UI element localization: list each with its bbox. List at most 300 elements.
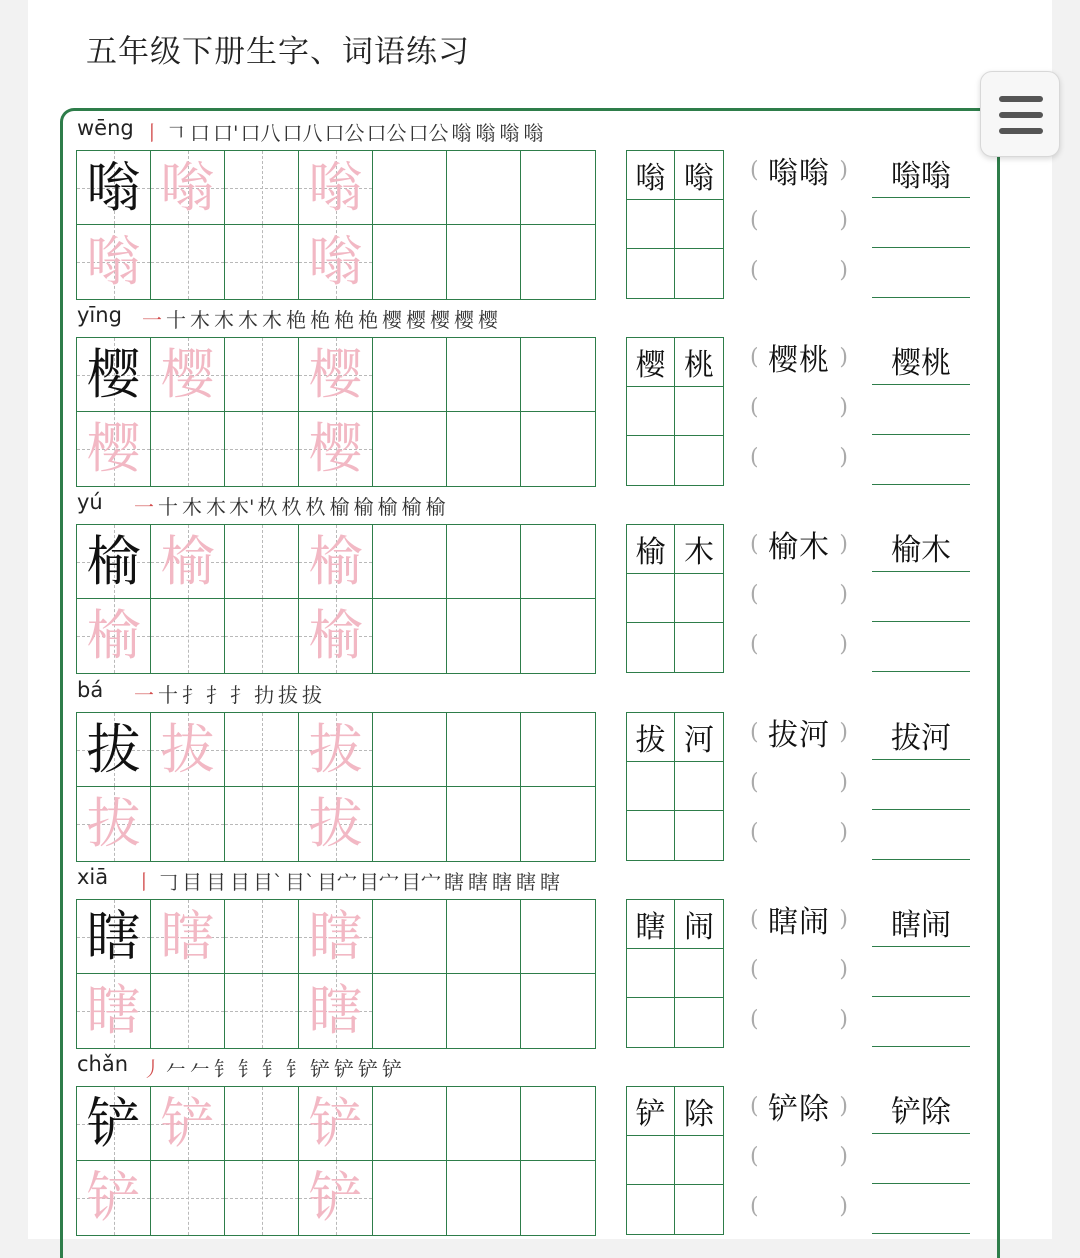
paren-open: ( <box>750 1093 759 1119</box>
practice-cell[interactable] <box>521 225 595 299</box>
line-practice <box>872 1086 970 1236</box>
word-character: 木 <box>675 525 723 574</box>
paren-row[interactable] <box>750 762 848 802</box>
practice-cell[interactable] <box>151 338 225 412</box>
pinyin-label: yú <box>77 490 103 514</box>
write-line[interactable] <box>872 387 970 435</box>
paren-open: ( <box>750 581 759 607</box>
stroke-step: 铲 <box>382 1056 402 1081</box>
practice-cell[interactable] <box>299 787 373 861</box>
stroke-step: 栬 <box>358 307 378 332</box>
practice-cell[interactable] <box>521 974 595 1048</box>
paren-close: ) <box>839 581 848 607</box>
paren-practice <box>750 524 848 674</box>
paren-row <box>750 899 848 939</box>
practice-cell[interactable] <box>77 900 151 974</box>
stroke-step: 瞎 <box>540 869 560 894</box>
practice-cell[interactable] <box>77 525 151 599</box>
word-character: 除 <box>675 1087 723 1136</box>
stroke-step: 樱 <box>454 307 474 332</box>
write-line[interactable] <box>872 1136 970 1184</box>
practice-cell[interactable] <box>373 787 447 861</box>
stroke-step: 榆 <box>401 494 422 519</box>
practice-cell[interactable] <box>77 599 151 673</box>
trace-character: 榆 <box>308 604 363 667</box>
stroke-step: 𠃍 <box>166 120 186 145</box>
paren-row[interactable] <box>750 574 848 614</box>
line-word: 榆木 <box>872 524 970 572</box>
practice-cell[interactable] <box>373 412 447 486</box>
word-write-cell[interactable] <box>675 998 723 1047</box>
word-write-cell[interactable] <box>627 949 675 998</box>
trace-character: 榆 <box>308 529 363 593</box>
practice-cell[interactable] <box>299 599 373 673</box>
paren-row <box>750 150 848 190</box>
stroke-step: 铲 <box>334 1056 354 1081</box>
stroke-step: 木 <box>214 307 234 332</box>
practice-cell[interactable] <box>373 713 447 787</box>
line-word: 铲除 <box>872 1086 970 1134</box>
write-line[interactable] <box>872 949 970 997</box>
practice-cell[interactable] <box>299 1087 373 1161</box>
practice-cell[interactable] <box>521 151 595 225</box>
word-character: 榆 <box>627 525 675 574</box>
trace-character: 铲 <box>160 1091 215 1155</box>
stroke-step: 瞎 <box>516 869 536 894</box>
practice-cell[interactable] <box>151 525 225 599</box>
word-write-cell[interactable] <box>627 762 675 811</box>
trace-character: 嗡 <box>308 155 363 219</box>
practice-cell[interactable] <box>225 900 299 974</box>
stroke-step: 目宀 <box>317 869 357 894</box>
practice-cell[interactable] <box>151 151 225 225</box>
trace-character: 樱 <box>86 417 141 480</box>
stroke-step: 十 <box>158 494 178 519</box>
stroke-step: 拔 <box>278 682 298 707</box>
paren-word: 瞎闹 <box>768 905 830 940</box>
practice-cell[interactable] <box>151 974 225 1048</box>
practice-cell[interactable] <box>521 787 595 861</box>
word-write-cell[interactable] <box>627 436 675 485</box>
word-grid <box>626 1086 724 1235</box>
practice-cell[interactable] <box>225 1087 299 1161</box>
practice-cell[interactable] <box>151 1161 225 1235</box>
word-write-cell[interactable] <box>675 623 723 672</box>
practice-cell[interactable] <box>151 412 225 486</box>
word-grid <box>626 524 724 673</box>
practice-cell[interactable] <box>151 1087 225 1161</box>
stroke-step: 口公 <box>366 120 407 145</box>
write-line[interactable] <box>872 200 970 248</box>
pinyin-label: bá <box>77 678 104 702</box>
practice-cell[interactable] <box>447 713 521 787</box>
stroke-step: 木' <box>229 494 255 519</box>
paren-open: ( <box>750 956 759 982</box>
stroke-step: 扌 <box>230 682 250 707</box>
model-character: 樱 <box>86 342 141 406</box>
stroke-order <box>133 678 323 708</box>
paren-row[interactable] <box>750 999 848 1039</box>
paren-practice <box>750 150 848 300</box>
stroke-step: 栬 <box>286 307 306 332</box>
practice-cell[interactable] <box>373 1087 447 1161</box>
character-block <box>0 297 1080 484</box>
stroke-step: 铲 <box>310 1056 330 1081</box>
trace-character: 拔 <box>160 717 215 781</box>
stroke-step: 瞎 <box>444 869 464 894</box>
practice-cell[interactable] <box>225 338 299 412</box>
practice-cell[interactable] <box>77 225 151 299</box>
practice-cell[interactable] <box>373 599 447 673</box>
paren-row <box>750 712 848 752</box>
stroke-step: 杦 <box>281 494 302 519</box>
trace-character: 铲 <box>308 1091 363 1155</box>
paren-close: ) <box>839 819 848 845</box>
stroke-step: 口八 <box>282 120 323 145</box>
paren-open: ( <box>750 531 759 557</box>
word-character: 拔 <box>627 713 675 762</box>
stroke-step: 目 <box>182 869 202 894</box>
practice-cell[interactable] <box>77 1087 151 1161</box>
line-practice <box>872 150 970 300</box>
paren-row[interactable] <box>750 200 848 240</box>
paren-close: ) <box>839 394 848 420</box>
practice-grid <box>76 1086 596 1236</box>
trace-character: 嗡 <box>308 230 363 293</box>
practice-cell[interactable] <box>151 900 225 974</box>
practice-cell[interactable] <box>447 412 521 486</box>
trace-character: 榆 <box>86 604 141 667</box>
write-line[interactable] <box>872 250 970 298</box>
practice-cell[interactable] <box>225 525 299 599</box>
paren-open: ( <box>750 207 759 233</box>
practice-grid <box>76 150 596 300</box>
paren-close: ) <box>839 769 848 795</box>
practice-cell[interactable] <box>225 713 299 787</box>
practice-grid <box>76 337 596 487</box>
practice-cell[interactable] <box>521 1161 595 1235</box>
word-write-cell[interactable] <box>675 574 723 623</box>
stroke-step: 目宀 <box>359 869 399 894</box>
practice-cell[interactable] <box>447 1161 521 1235</box>
paren-row[interactable] <box>750 437 848 477</box>
practice-grid <box>76 712 596 862</box>
practice-cell[interactable] <box>225 974 299 1048</box>
practice-cell[interactable] <box>151 713 225 787</box>
paren-open: ( <box>750 157 759 183</box>
stroke-step: 樱 <box>478 307 498 332</box>
word-write-cell[interactable] <box>675 1136 723 1185</box>
stroke-step: 栬 <box>310 307 330 332</box>
stroke-order <box>141 1052 403 1082</box>
practice-cell[interactable] <box>521 900 595 974</box>
practice-cell[interactable] <box>373 900 447 974</box>
paren-close: ) <box>839 1006 848 1032</box>
model-character: 铲 <box>86 1091 141 1155</box>
practice-cell[interactable] <box>77 713 151 787</box>
paren-practice <box>750 899 848 1049</box>
stroke-step: 钅 <box>286 1056 306 1081</box>
practice-cell[interactable] <box>447 1087 521 1161</box>
practice-cell[interactable] <box>151 599 225 673</box>
trace-character: 樱 <box>308 342 363 406</box>
word-write-cell[interactable] <box>675 1185 723 1234</box>
paren-row[interactable] <box>750 624 848 664</box>
practice-cell[interactable] <box>373 225 447 299</box>
practice-cell[interactable] <box>77 338 151 412</box>
word-write-cell[interactable] <box>675 762 723 811</box>
word-character: 铲 <box>627 1087 675 1136</box>
practice-cell[interactable] <box>299 412 373 486</box>
stroke-step: 扐 <box>254 682 274 707</box>
stroke-step: 木 <box>262 307 282 332</box>
practice-cell[interactable] <box>521 713 595 787</box>
trace-character: 榆 <box>160 529 215 593</box>
stroke-step: 瞎 <box>492 869 512 894</box>
practice-cell[interactable] <box>225 412 299 486</box>
character-block <box>0 672 1080 859</box>
paren-word: 樱桃 <box>768 343 830 378</box>
paren-row[interactable] <box>750 387 848 427</box>
practice-cell[interactable] <box>151 225 225 299</box>
paren-close: ) <box>839 444 848 470</box>
practice-cell[interactable] <box>373 974 447 1048</box>
word-write-cell[interactable] <box>675 200 723 249</box>
model-character: 拔 <box>86 717 141 781</box>
practice-cell[interactable] <box>521 412 595 486</box>
practice-cell[interactable] <box>299 525 373 599</box>
paren-open: ( <box>750 257 759 283</box>
practice-cell[interactable] <box>521 525 595 599</box>
practice-cell[interactable] <box>225 1161 299 1235</box>
stroke-step: 口八 <box>240 120 281 145</box>
practice-cell[interactable] <box>77 974 151 1048</box>
paren-open: ( <box>750 719 759 745</box>
practice-cell[interactable] <box>521 1087 595 1161</box>
line-practice <box>872 712 970 862</box>
stroke-step: 一 <box>134 682 154 707</box>
word-write-cell[interactable] <box>675 949 723 998</box>
practice-cell[interactable] <box>447 225 521 299</box>
paren-row <box>750 337 848 377</box>
practice-cell[interactable] <box>299 1161 373 1235</box>
stroke-step: 木 <box>238 307 258 332</box>
word-write-cell[interactable] <box>675 436 723 485</box>
stroke-step: 木 <box>182 494 202 519</box>
paren-close: ) <box>839 719 848 745</box>
paren-row[interactable] <box>750 812 848 852</box>
practice-cell[interactable] <box>373 525 447 599</box>
trace-character: 铲 <box>308 1166 363 1229</box>
practice-cell[interactable] <box>225 225 299 299</box>
practice-cell[interactable] <box>299 151 373 225</box>
paren-close: ) <box>839 207 848 233</box>
paren-close: ) <box>839 956 848 982</box>
practice-cell[interactable] <box>299 713 373 787</box>
practice-cell[interactable] <box>447 151 521 225</box>
practice-grid <box>76 524 596 674</box>
trace-character: 樱 <box>160 342 215 406</box>
word-character: 桃 <box>675 338 723 387</box>
write-line[interactable] <box>872 812 970 860</box>
trace-character: 瞎 <box>160 904 215 968</box>
paren-row[interactable] <box>750 949 848 989</box>
word-write-cell[interactable] <box>627 998 675 1047</box>
word-character: 河 <box>675 713 723 762</box>
stroke-step: 嗡 <box>523 120 544 145</box>
practice-cell[interactable] <box>447 787 521 861</box>
trace-character: 瞎 <box>308 904 363 968</box>
practice-cell[interactable] <box>299 338 373 412</box>
paren-word: 铲除 <box>768 1092 830 1127</box>
write-line[interactable] <box>872 624 970 672</box>
stroke-step: 榆 <box>329 494 350 519</box>
stroke-step: 一 <box>134 494 154 519</box>
word-write-cell[interactable] <box>627 249 675 298</box>
paren-open: ( <box>750 1143 759 1169</box>
stroke-step: 𠃌 <box>158 869 178 894</box>
practice-cell[interactable] <box>521 338 595 412</box>
practice-cell[interactable] <box>373 338 447 412</box>
stroke-step: 口公 <box>408 120 449 145</box>
stroke-step: 十 <box>158 682 178 707</box>
paren-open: ( <box>750 819 759 845</box>
practice-cell[interactable] <box>77 787 151 861</box>
word-write-cell[interactable] <box>627 623 675 672</box>
practice-cell[interactable] <box>447 900 521 974</box>
stroke-step: 目` <box>285 869 315 894</box>
paren-practice <box>750 712 848 862</box>
paren-row[interactable] <box>750 1136 848 1176</box>
write-line[interactable] <box>872 437 970 485</box>
word-write-cell[interactable] <box>627 811 675 860</box>
trace-character: 嗡 <box>86 230 141 293</box>
paren-close: ) <box>839 257 848 283</box>
stroke-step: 嗡 <box>475 120 496 145</box>
practice-cell[interactable] <box>225 787 299 861</box>
paren-open: ( <box>750 1006 759 1032</box>
word-write-cell[interactable] <box>627 387 675 436</box>
stroke-step: 樱 <box>406 307 426 332</box>
paren-close: ) <box>839 157 848 183</box>
word-write-cell[interactable] <box>675 387 723 436</box>
stroke-step: 扌 <box>182 682 202 707</box>
paren-close: ) <box>839 1193 848 1219</box>
practice-grid <box>76 899 596 1049</box>
practice-cell[interactable] <box>447 599 521 673</box>
stroke-step: 杦 <box>305 494 326 519</box>
paren-close: ) <box>839 631 848 657</box>
stroke-step: 丿 <box>142 1056 162 1081</box>
paren-close: ) <box>839 1093 848 1119</box>
stroke-order <box>133 490 447 520</box>
practice-cell[interactable] <box>373 1161 447 1235</box>
stroke-step: 𠂉 <box>190 1056 210 1081</box>
paren-row[interactable] <box>750 250 848 290</box>
write-line[interactable] <box>872 999 970 1047</box>
paren-open: ( <box>750 769 759 795</box>
word-write-cell[interactable] <box>627 574 675 623</box>
stroke-step: 钅 <box>262 1056 282 1081</box>
pinyin-label: xiā <box>77 865 109 889</box>
paren-word: 嗡嗡 <box>768 156 830 191</box>
paren-close: ) <box>839 906 848 932</box>
stroke-step: 钅 <box>214 1056 234 1081</box>
word-write-cell[interactable] <box>675 249 723 298</box>
stroke-step: 丨 <box>134 869 154 894</box>
stroke-step: 𠂉 <box>166 1056 186 1081</box>
practice-cell[interactable] <box>521 599 595 673</box>
line-practice <box>872 899 970 1049</box>
practice-cell[interactable] <box>299 225 373 299</box>
practice-cell[interactable] <box>447 525 521 599</box>
paren-open: ( <box>750 344 759 370</box>
line-word: 拔河 <box>872 712 970 760</box>
practice-cell[interactable] <box>299 974 373 1048</box>
model-character: 嗡 <box>86 155 141 219</box>
write-line[interactable] <box>872 762 970 810</box>
character-block <box>0 859 1080 1046</box>
stroke-step: 樱 <box>430 307 450 332</box>
write-line[interactable] <box>872 574 970 622</box>
paren-open: ( <box>750 394 759 420</box>
paren-open: ( <box>750 631 759 657</box>
word-character: 樱 <box>627 338 675 387</box>
paren-row[interactable] <box>750 1186 848 1226</box>
practice-cell[interactable] <box>373 151 447 225</box>
line-practice <box>872 337 970 487</box>
word-character: 瞎 <box>627 900 675 949</box>
stroke-step: 钅 <box>238 1056 258 1081</box>
practice-cell[interactable] <box>447 338 521 412</box>
paren-practice <box>750 337 848 487</box>
paren-open: ( <box>750 906 759 932</box>
write-line[interactable] <box>872 1186 970 1234</box>
practice-cell[interactable] <box>77 412 151 486</box>
character-block <box>0 1046 1080 1233</box>
word-grid <box>626 899 724 1048</box>
line-word: 嗡嗡 <box>872 150 970 198</box>
practice-cell[interactable] <box>77 1161 151 1235</box>
practice-cell[interactable] <box>225 151 299 225</box>
practice-cell[interactable] <box>77 151 151 225</box>
paren-close: ) <box>839 531 848 557</box>
practice-cell[interactable] <box>447 974 521 1048</box>
stroke-step: 口' <box>213 120 239 145</box>
practice-cell[interactable] <box>225 599 299 673</box>
practice-cell[interactable] <box>299 900 373 974</box>
stroke-step: 扌 <box>206 682 226 707</box>
practice-cell[interactable] <box>151 787 225 861</box>
line-word: 瞎闹 <box>872 899 970 947</box>
word-character: 闹 <box>675 900 723 949</box>
word-grid <box>626 712 724 861</box>
word-write-cell[interactable] <box>627 1185 675 1234</box>
stroke-step: 目 <box>230 869 250 894</box>
trace-character: 拔 <box>308 792 363 855</box>
stroke-step: 嗡 <box>451 120 472 145</box>
word-write-cell[interactable] <box>675 811 723 860</box>
word-write-cell[interactable] <box>627 200 675 249</box>
stroke-step: 铲 <box>358 1056 378 1081</box>
word-write-cell[interactable] <box>627 1136 675 1185</box>
stroke-step: 栬 <box>334 307 354 332</box>
trace-character: 瞎 <box>308 979 363 1042</box>
stroke-step: 十 <box>166 307 186 332</box>
stroke-step: 木 <box>206 494 226 519</box>
trace-character: 嗡 <box>160 155 215 219</box>
character-block <box>0 484 1080 671</box>
